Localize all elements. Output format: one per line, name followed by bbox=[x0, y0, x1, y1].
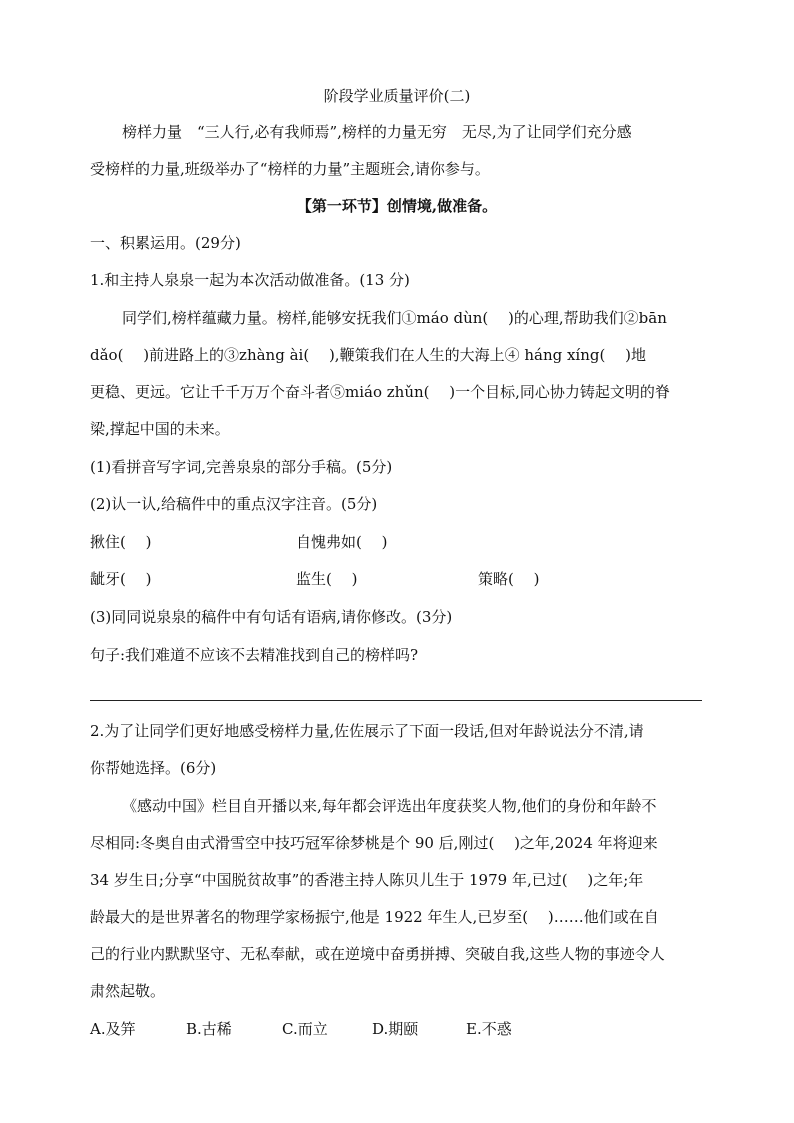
question-2-title: 你帮她选择。(6分) bbox=[90, 759, 217, 777]
q1-passage-line: 梁,撑起中国的未来。 bbox=[90, 420, 230, 438]
option-b: B.古稀 bbox=[186, 1020, 232, 1038]
pinyin-item: 揪住( ) bbox=[90, 533, 152, 551]
question-1-title: 1.和主持人泉泉一起为本次活动做准备。(13 分) bbox=[90, 271, 410, 289]
q2-passage-line: 34 岁生日;分享“中国脱贫故事”的香港主持人陈贝儿生于 1979 年,已过( )之年;年 bbox=[90, 871, 644, 889]
part-one-heading: 一、积累运用。(29分) bbox=[90, 234, 241, 252]
section-header: 【第一环节】创情境,做准备。 bbox=[296, 197, 498, 215]
option-d: D.期颐 bbox=[372, 1020, 419, 1038]
question-2-title: 2.为了让同学们更好地感受榜样力量,佐佐展示了下面一段话,但对年龄说法分不清,请 bbox=[90, 722, 644, 740]
q1-passage-line: 更稳、更远。它让千千万万个奋斗者⑤miáo zhǔn( )一个目标,同心协力铸起文明的脊 bbox=[90, 383, 670, 401]
option-a: A.及笄 bbox=[90, 1020, 136, 1038]
q2-passage-line: 龄最大的是世界著名的物理学家杨振宁,他是 1922 年生人,已岁至( )……他们或在自 bbox=[90, 908, 659, 926]
q2-passage-line: 《感动中国》栏目自开播以来,每年都会评选出年度获奖人物,他们的身份和年龄不 bbox=[122, 797, 657, 815]
option-e: E.不惑 bbox=[466, 1020, 512, 1038]
intro-line-1: 榜样力量 “三人行,必有我师焉”,榜样的力量无穷 无尽,为了让同学们充分感 bbox=[122, 123, 632, 141]
pinyin-item: 策略( ) bbox=[478, 570, 540, 588]
pinyin-item: 龇牙( ) bbox=[90, 570, 152, 588]
intro-line-2: 受榜样的力量,班级举办了“榜样的力量”主题班会,请你参与。 bbox=[90, 160, 490, 178]
q2-passage-line: 己的行业内默默坚守、无私奉献，或在逆境中奋勇拼搏、突破自我,这些人物的事迹令人 bbox=[90, 945, 665, 963]
q2-passage-line: 肃然起敬。 bbox=[90, 982, 166, 1000]
pinyin-item: 自愧弗如( ) bbox=[296, 533, 388, 551]
q1-subquestion-3: (3)同同说泉泉的稿件中有句话有语病,请你修改。(3分) bbox=[90, 608, 453, 626]
q1-subquestion-1: (1)看拼音写字词,完善泉泉的部分手稿。(5分) bbox=[90, 458, 393, 476]
q1-subquestion-2: (2)认一认,给稿件中的重点汉字注音。(5分) bbox=[90, 495, 378, 513]
answer-line bbox=[90, 700, 702, 701]
pinyin-item: 监生( ) bbox=[296, 570, 358, 588]
option-c: C.而立 bbox=[282, 1020, 328, 1038]
page-title: 阶段学业质量评价(二) bbox=[323, 87, 471, 105]
q1-passage-line: 同学们,榜样蕴藏力量。榜样,能够安抚我们①máo dùn( )的心理,帮助我们②bān bbox=[122, 309, 667, 327]
q1-passage-line: dǎo( )前进路上的③zhàng ài( ),鞭策我们在人生的大海上④ háng xíng( )地 bbox=[90, 346, 646, 364]
q2-passage-line: 尽相同:冬奥自由式滑雪空中技巧冠军徐梦桃是个 90 后,刚过( )之年,2024 年将迎来 bbox=[90, 834, 658, 852]
q1-sentence: 句子:我们难道不应该不去精准找到自己的榜样吗? bbox=[90, 646, 419, 664]
